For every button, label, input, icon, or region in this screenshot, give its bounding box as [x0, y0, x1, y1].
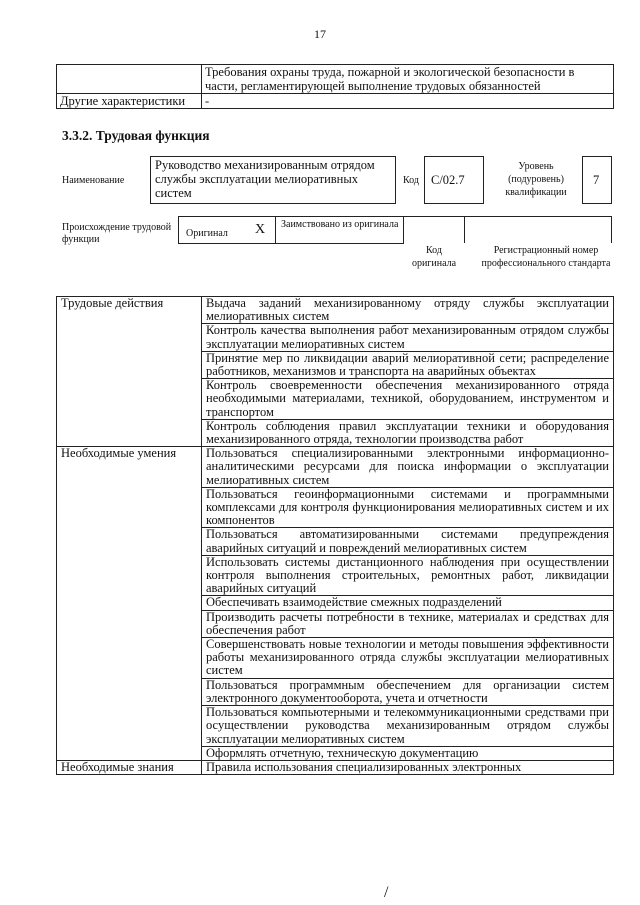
category-cell: Необходимые знания	[57, 760, 202, 774]
function-details-table	[56, 296, 614, 775]
requirement-item: Контроль качества выполнения работ механизированным отрядом службы эксплуатации мелиоративных систем	[202, 324, 614, 351]
origin-divider	[464, 216, 465, 243]
requirement-item: Пользоваться специализированными электронными информационно-аналитическими ресурсами для поиска информации о эксплуатации мелиоративных систем	[202, 447, 614, 488]
name-box	[150, 156, 396, 204]
section-title: 3.3.2. Трудовая функция	[62, 128, 210, 143]
table-cell-label	[57, 65, 202, 94]
registration-number-caption: Регистрационный номер профессионального стандарта	[481, 245, 611, 269]
requirement-item: Принятие мер по ликвидации аварий мелиоративной сети; распределение работников, механизмов и транспорта на аварийных объектах	[202, 351, 614, 378]
page-number: 17	[314, 27, 326, 41]
category-cell: Необходимые умения	[57, 447, 202, 761]
requirement-item: Пользоваться компьютерными и телекоммуникационными средствами при осуществлении руководства механизированным отрядом службы эксплуатации мелиоративных систем	[202, 706, 614, 747]
function-name: Руководство механизированным отрядом службы эксплуатации мелиоративных систем	[155, 158, 375, 200]
level-label: Уровень (подуровень) квалификации	[505, 161, 567, 198]
table-row	[57, 760, 614, 774]
requirement-item: Обеспечивать взаимодействие смежных подразделений	[202, 596, 614, 610]
origin-divider	[178, 243, 404, 244]
table-row	[57, 447, 614, 488]
signature-mark: /	[384, 884, 389, 901]
code-box	[424, 156, 484, 204]
code-label: Код	[403, 175, 419, 186]
original-label: Оригинал	[186, 228, 228, 239]
table-row	[57, 94, 614, 109]
origin-divider	[403, 216, 404, 243]
requirement-item: Пользоваться программным обеспечением для организации систем электронного документооборота, учета и отчетности	[202, 678, 614, 705]
origin-divider	[275, 216, 276, 243]
borrowed-label: Заимствовано из оригинала	[281, 219, 399, 230]
requirement-item: Выдача заданий механизированному отряду службы эксплуатации мелиоративных систем	[202, 297, 614, 324]
requirement-item: Оформлять отчетную, техническую документацию	[202, 746, 614, 760]
requirement-item: Совершенствовать новые технологии и методы повышения эффективности работы механизированного отряда службы эксплуатации мелиоративных систем	[202, 638, 614, 679]
level-value: 7	[593, 173, 600, 187]
requirement-item: Использовать системы дистанционного наблюдения при осуществлении контроля выполнения строительных, ремонтных работ, ликвидации аварийных ситуаций	[202, 555, 614, 596]
requirement-item: Правила использования специализированных электронных	[202, 760, 614, 774]
table-cell-value: -	[202, 94, 614, 109]
characteristics-table	[56, 64, 614, 109]
category-cell: Трудовые действия	[57, 297, 202, 447]
original-code-caption: Код оригинала	[411, 245, 457, 269]
requirement-item: Производить расчеты потребности в технике, материалах и средствах для обеспечения работ	[202, 610, 614, 637]
table-row	[57, 65, 614, 94]
requirement-item: Контроль соблюдения правил эксплуатации техники и оборудования механизированного отряда, технологии производства работ	[202, 419, 614, 446]
requirement-item: Контроль своевременности обеспечения механизированного отряда необходимыми материалами, техникой, оборудованием, инструментом и транспортом	[202, 379, 614, 420]
table-cell-value: Требования охраны труда, пожарной и экологической безопасности в части, регламентирующей выполнение трудовых обязанностей	[202, 65, 614, 94]
table-cell-label: Другие характеристики	[57, 94, 202, 109]
requirement-item: Пользоваться геоинформационными системами и программными комплексами для контроля функционирования мелиоративных систем и их компонентов	[202, 487, 614, 528]
table-row	[57, 297, 614, 324]
name-label: Наименование	[62, 175, 125, 186]
requirement-item: Пользоваться автоматизированными системами предупреждения аварийных ситуаций и повреждений мелиоративных систем	[202, 528, 614, 555]
function-code: C/02.7	[431, 173, 465, 187]
level-box	[582, 156, 612, 204]
origin-label: Происхождение трудовой функции	[62, 222, 172, 245]
original-mark: X	[255, 222, 266, 237]
